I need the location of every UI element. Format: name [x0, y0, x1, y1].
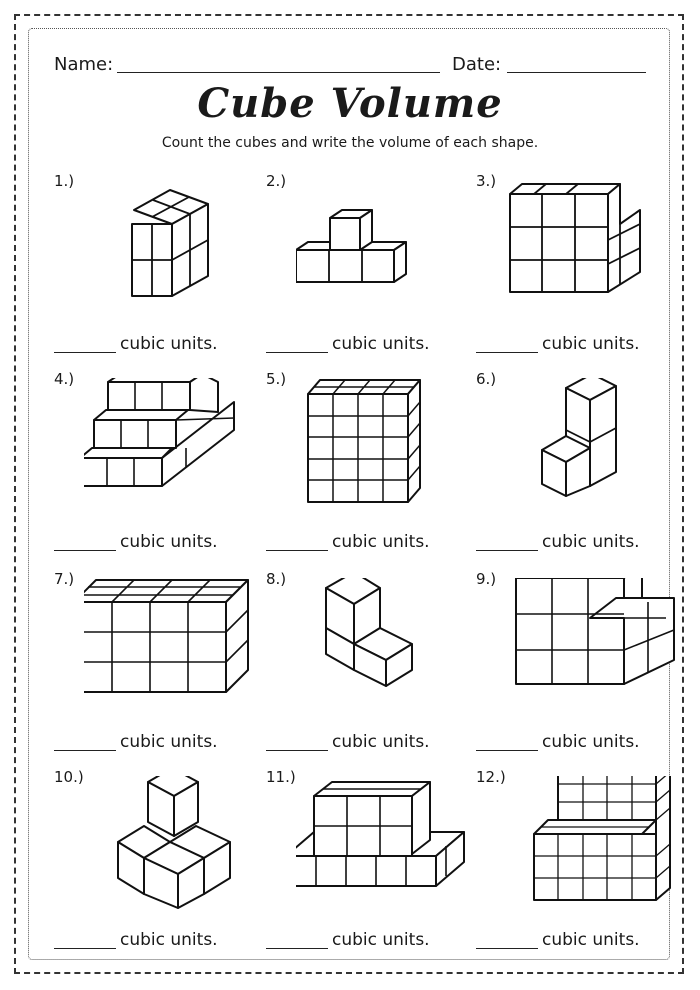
answer-blank[interactable]	[476, 948, 538, 949]
cube-figure-2	[296, 180, 466, 320]
problem-number: 11.)	[266, 768, 296, 786]
cube-figure-10	[84, 776, 254, 916]
page-title: Cube Volume	[197, 80, 503, 127]
answer-blank[interactable]	[266, 948, 328, 949]
problem-7	[54, 570, 264, 768]
cube-figure-1	[84, 180, 254, 320]
unit-label: cubic units.	[542, 930, 640, 950]
unit-label: cubic units.	[332, 334, 430, 354]
cube-figure-3	[506, 180, 676, 320]
problem-number: 3.)	[476, 172, 497, 190]
cube-figure-4	[84, 378, 254, 518]
unit-label: cubic units.	[542, 732, 640, 752]
answer-line	[54, 928, 264, 954]
problem-number: 1.)	[54, 172, 75, 190]
problem-1	[54, 172, 264, 370]
answer-line	[476, 928, 686, 954]
answer-blank[interactable]	[266, 352, 328, 353]
answer-line	[266, 928, 476, 954]
name-label: Name:	[54, 54, 114, 75]
answer-blank[interactable]	[476, 750, 538, 751]
unit-label: cubic units.	[542, 532, 640, 552]
cube-figure-9	[506, 578, 676, 718]
name-field[interactable]	[117, 72, 440, 73]
answer-blank[interactable]	[476, 352, 538, 353]
cube-figure-6	[506, 378, 676, 518]
unit-label: cubic units.	[120, 532, 218, 552]
answer-line	[54, 530, 264, 556]
answer-blank[interactable]	[476, 550, 538, 551]
unit-label: cubic units.	[332, 732, 430, 752]
problem-11	[266, 768, 476, 966]
answer-line	[266, 332, 476, 358]
unit-label: cubic units.	[120, 334, 218, 354]
cube-figure-11	[296, 776, 466, 916]
problem-number: 9.)	[476, 570, 497, 588]
problem-5	[266, 370, 476, 568]
cube-figure-7	[84, 578, 254, 718]
answer-line	[476, 332, 686, 358]
unit-label: cubic units.	[542, 334, 640, 354]
date-label: Date:	[452, 54, 502, 75]
problem-2	[266, 172, 476, 370]
problem-number: 6.)	[476, 370, 497, 388]
cube-figure-5	[296, 378, 466, 518]
cube-figure-12	[506, 776, 676, 916]
answer-blank[interactable]	[54, 550, 116, 551]
answer-blank[interactable]	[266, 550, 328, 551]
answer-blank[interactable]	[266, 750, 328, 751]
problem-9	[476, 570, 686, 768]
problem-8	[266, 570, 476, 768]
unit-label: cubic units.	[120, 930, 218, 950]
problem-number: 4.)	[54, 370, 75, 388]
answer-line	[266, 530, 476, 556]
problem-number: 2.)	[266, 172, 287, 190]
problem-number: 12.)	[476, 768, 506, 786]
answer-blank[interactable]	[54, 948, 116, 949]
cube-figure-8	[296, 578, 466, 718]
instructions: Count the cubes and write the volume of each shape.	[161, 135, 539, 151]
answer-line	[476, 730, 686, 756]
unit-label: cubic units.	[332, 532, 430, 552]
answer-blank[interactable]	[54, 750, 116, 751]
answer-line	[476, 530, 686, 556]
problem-number: 8.)	[266, 570, 287, 588]
answer-line	[54, 730, 264, 756]
answer-line	[266, 730, 476, 756]
problem-4	[54, 370, 264, 568]
problem-3	[476, 172, 686, 370]
problem-10	[54, 768, 264, 966]
answer-blank[interactable]	[54, 352, 116, 353]
unit-label: cubic units.	[332, 930, 430, 950]
problem-6	[476, 370, 686, 568]
answer-line	[54, 332, 264, 358]
problem-12	[476, 768, 686, 966]
problem-number: 10.)	[54, 768, 84, 786]
problem-number: 7.)	[54, 570, 75, 588]
date-field[interactable]	[507, 72, 646, 73]
unit-label: cubic units.	[120, 732, 218, 752]
problem-number: 5.)	[266, 370, 287, 388]
